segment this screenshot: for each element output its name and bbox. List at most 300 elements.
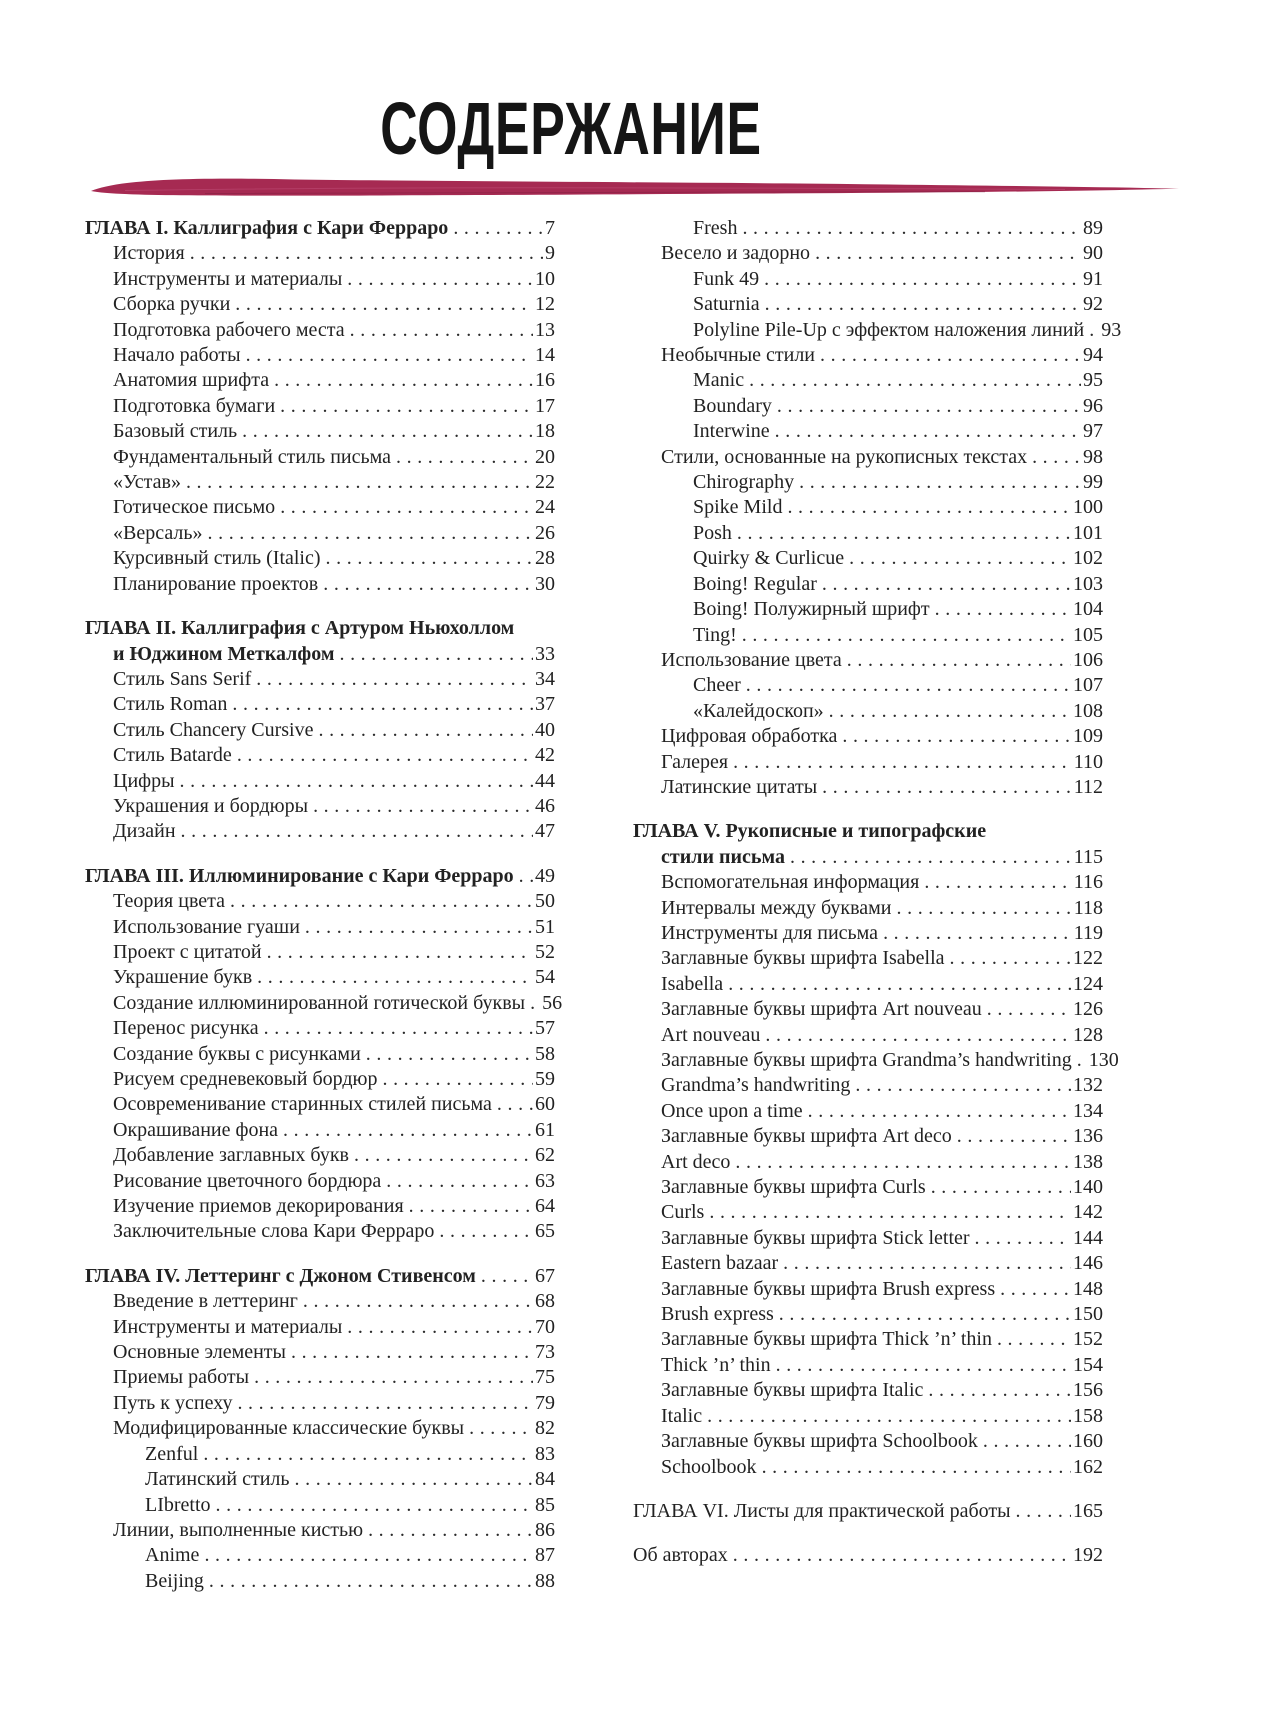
toc-entry-label: Заглавные буквы шрифта Grandma’s handwriting	[661, 1049, 1072, 1071]
dot-leader	[975, 1226, 1071, 1251]
toc-entry-page: 28	[535, 547, 555, 570]
toc-entry-page: 152	[1073, 1328, 1103, 1351]
toc-entry-label: Стиль Sans Serif	[113, 667, 252, 690]
toc-entry-page: 22	[535, 471, 555, 494]
toc-entry-page: 109	[1073, 725, 1103, 748]
toc-entry-label: Латинский стиль	[145, 1468, 290, 1491]
toc-entry-label: Zenful	[145, 1442, 199, 1465]
toc-entry-label: Модифицированные классические буквы	[113, 1417, 465, 1440]
toc-entry-label: Заглавные буквы шрифта Art nouveau	[661, 998, 982, 1021]
dot-leader	[323, 572, 533, 597]
toc-row	[633, 495, 1103, 520]
dot-leader	[283, 1118, 533, 1143]
toc-entry-label: Art deco	[661, 1150, 731, 1173]
toc-entry-label: и Юджином Меткалфом	[113, 642, 335, 665]
toc-row	[633, 1226, 1103, 1251]
toc-entry-label: Путь к успеху	[113, 1391, 233, 1414]
toc-entry-page: 115	[1073, 845, 1103, 868]
dot-leader	[765, 1023, 1071, 1048]
dot-leader	[186, 470, 533, 495]
dot-leader	[256, 667, 533, 692]
toc-row	[85, 1442, 555, 1467]
toc-entry-label: «Версаль»	[113, 521, 203, 544]
dot-leader	[737, 521, 1071, 546]
toc-entry-page: 60	[535, 1093, 555, 1116]
toc-entry-label: Заглавные буквы шрифта Thick ’n’ thin	[661, 1328, 992, 1351]
dot-leader	[481, 1264, 533, 1289]
toc-entry-label: Рисуем средневековый бордюр	[113, 1068, 378, 1090]
dot-leader	[267, 940, 533, 965]
toc-row	[633, 648, 1103, 673]
toc-entry-page: 146	[1073, 1252, 1103, 1275]
toc-row	[85, 521, 555, 546]
toc-entry-label: Стили, основанные на рукописных текстах	[661, 445, 1028, 468]
toc-row	[85, 743, 555, 768]
toc-entry-page: 88	[535, 1569, 555, 1592]
toc-block	[633, 1499, 1103, 1524]
toc-entry-page: 134	[1073, 1099, 1103, 1122]
toc-entry-page: 94	[1083, 344, 1103, 367]
toc-entry-page: 46	[535, 794, 555, 817]
dot-leader	[749, 368, 1081, 393]
toc-entry-page: 63	[535, 1169, 555, 1192]
toc-entry-label: Italic	[661, 1404, 703, 1427]
dot-leader	[291, 1340, 533, 1365]
dot-leader	[1077, 1048, 1087, 1073]
toc-row	[633, 845, 1103, 870]
toc-row	[633, 1455, 1103, 1480]
toc-row	[633, 623, 1103, 648]
toc-row	[85, 1016, 555, 1041]
toc-entry-label: Заключительные слова Кари Ферраро	[113, 1220, 435, 1243]
toc-entry-page: 126	[1073, 998, 1103, 1021]
dot-leader	[928, 1378, 1071, 1403]
toc-entry-label: Базовый стиль	[113, 420, 238, 443]
toc-entry-label: Перенос рисунка	[113, 1017, 259, 1040]
toc-entry-label: Цифровая обработка	[661, 725, 838, 748]
toc-row	[633, 1023, 1103, 1048]
toc-row	[85, 470, 555, 495]
toc-row	[85, 965, 555, 990]
toc-entry-label: Инструменты для письма	[661, 921, 879, 944]
dot-leader	[497, 1092, 533, 1117]
dot-leader	[280, 495, 533, 520]
toc-entry-label: Окрашивание фона	[113, 1118, 279, 1141]
toc-row	[633, 318, 1122, 343]
dot-leader	[787, 495, 1071, 520]
toc-row	[85, 794, 555, 819]
toc-row	[85, 1219, 555, 1244]
toc-entry-page: 68	[535, 1290, 555, 1313]
dot-leader	[822, 775, 1072, 800]
dot-leader	[409, 1194, 533, 1219]
toc-entry-label: Введение в леттеринг	[113, 1290, 298, 1313]
toc-row	[85, 267, 555, 292]
toc-entry-label: Quirky & Curlicue	[693, 547, 845, 570]
toc-entry-page: 70	[535, 1315, 555, 1338]
toc-entry-label: Fresh	[693, 217, 738, 239]
toc-entry-page: 58	[535, 1042, 555, 1065]
dot-leader	[208, 521, 534, 546]
toc-entry-page: 10	[535, 267, 555, 290]
dot-leader	[742, 623, 1071, 648]
toc-entry-label: Инструменты и материалы	[113, 1315, 343, 1338]
dot-leader	[775, 419, 1081, 444]
toc-entry-page: 106	[1073, 648, 1103, 671]
toc-entry-label: Начало работы	[113, 344, 241, 367]
toc-entry-label: Curls	[661, 1201, 705, 1224]
toc-entry-page: 162	[1073, 1455, 1103, 1478]
toc-entry-label: Украшения и бордюры	[113, 794, 309, 817]
toc-entry-label: Проект с цитатой	[113, 940, 262, 963]
toc-entry-page: 105	[1073, 623, 1103, 646]
toc-entry-page: 49	[535, 864, 555, 887]
toc-entry-label: Isabella	[661, 972, 724, 995]
toc-entry-page: 90	[1083, 242, 1103, 265]
dot-leader	[242, 419, 533, 444]
toc-entry-label: Анатомия шрифта	[113, 369, 270, 392]
toc-row	[633, 750, 1103, 775]
dot-leader	[216, 1493, 533, 1518]
dot-leader	[350, 318, 533, 343]
toc-entry-label: Eastern bazaar	[661, 1252, 779, 1275]
toc-row	[85, 769, 555, 794]
toc-entry-page: 86	[535, 1518, 555, 1541]
toc-row	[633, 267, 1103, 292]
dot-leader	[808, 1099, 1071, 1124]
toc-entry-page: 13	[535, 318, 555, 341]
dot-leader	[396, 445, 533, 470]
toc-entry-page: 136	[1073, 1125, 1103, 1148]
toc-entry-page: 95	[1083, 369, 1103, 392]
toc-entry-page: 132	[1073, 1074, 1103, 1097]
toc-entry-label: Schoolbook	[661, 1455, 757, 1478]
toc-row	[85, 495, 555, 520]
toc-entry-page: 112	[1073, 775, 1103, 798]
toc-entry-page: 57	[535, 1017, 555, 1040]
toc-entry-label: Подготовка бумаги	[113, 394, 276, 417]
toc-entry-label: Приемы работы	[113, 1366, 250, 1389]
toc-row	[633, 1378, 1103, 1403]
toc-entry-label: Заглавные буквы шрифта Isabella	[661, 947, 945, 970]
toc-entry-page: 33	[535, 642, 555, 665]
toc-entry-page: 108	[1073, 699, 1103, 722]
toc-row	[633, 1251, 1103, 1276]
toc-entry-label: Spike Mild	[693, 496, 783, 519]
toc-entry-label: Инструменты и материалы	[113, 267, 343, 290]
toc-entry-page: 42	[535, 744, 555, 767]
toc-block	[633, 819, 1119, 1480]
toc-entry-label: Anime	[145, 1544, 200, 1567]
dot-leader	[354, 1143, 533, 1168]
toc-row	[85, 216, 555, 241]
toc-row	[633, 1277, 1103, 1302]
toc-row	[633, 241, 1103, 266]
dot-leader	[935, 597, 1071, 622]
toc-entry-page: 44	[535, 769, 555, 792]
toc-entry-page: 82	[535, 1417, 555, 1440]
toc-entry-page: 92	[1083, 293, 1103, 316]
dot-leader	[313, 794, 533, 819]
toc-row	[85, 1042, 555, 1067]
dot-leader	[237, 743, 533, 768]
toc-entry-page: 47	[535, 820, 555, 843]
dot-leader	[762, 1455, 1071, 1480]
toc-entry-label: стили письма	[661, 845, 785, 868]
dot-leader	[232, 692, 533, 717]
toc-row	[633, 419, 1103, 444]
toc-row	[85, 241, 555, 266]
dot-leader	[883, 921, 1072, 946]
toc-row	[85, 1340, 555, 1365]
toc-entry-label: Interwine	[693, 420, 770, 443]
toc-row	[633, 394, 1103, 419]
toc-entry-page: 87	[535, 1544, 555, 1567]
toc-entry-label: Brush express	[661, 1303, 774, 1326]
toc-entry-page: 98	[1083, 445, 1103, 468]
dot-leader	[1089, 318, 1099, 343]
toc-entry-label: Beijing	[145, 1569, 204, 1592]
toc-row	[633, 597, 1103, 622]
toc-entry-label: Планирование проектов	[113, 572, 319, 595]
dot-leader	[847, 648, 1071, 673]
dot-leader	[957, 1124, 1071, 1149]
toc-row	[85, 616, 555, 641]
dot-leader	[733, 1543, 1071, 1568]
toc-entry-label: Grandma’s handwriting	[661, 1074, 851, 1097]
dot-leader	[849, 546, 1071, 571]
dot-leader	[274, 368, 533, 393]
toc-entry-label: Цифры	[113, 769, 175, 792]
toc-entry-label: История	[113, 242, 185, 265]
dot-leader	[382, 1067, 533, 1092]
dot-leader	[280, 394, 533, 419]
toc-entry-label: Создание буквы с рисунками	[113, 1042, 361, 1065]
toc-row	[85, 1118, 555, 1143]
toc-row	[85, 1143, 555, 1168]
toc-left-column	[85, 216, 563, 1594]
toc-entry-label: Осовременивание старинных стилей письма	[113, 1093, 492, 1116]
toc-entry-page: 51	[535, 915, 555, 938]
toc-row	[633, 368, 1103, 393]
toc-entry-page: 158	[1073, 1404, 1103, 1427]
dot-leader	[303, 1289, 533, 1314]
dot-leader	[339, 642, 533, 667]
toc-entry-page: 73	[535, 1341, 555, 1364]
toc-entry-label: Дизайн	[113, 820, 176, 843]
dot-leader	[897, 896, 1072, 921]
toc-entry-label: ГЛАВА III. Иллюминирование с Кари Ферраро	[85, 864, 514, 887]
toc-entry-page: 148	[1073, 1277, 1103, 1300]
toc-row	[633, 521, 1103, 546]
dot-leader	[1016, 1499, 1071, 1524]
dot-leader	[820, 343, 1081, 368]
toc-entry-label: Заглавные буквы шрифта Art deco	[661, 1125, 952, 1148]
toc-entry-label: ГЛАВА V. Рукописные и типографские	[633, 820, 987, 843]
toc-block	[85, 616, 555, 845]
dot-leader	[842, 724, 1071, 749]
toc-row	[633, 292, 1103, 317]
toc-entry-label: Вспомогательная информация	[661, 871, 920, 894]
dot-leader	[924, 870, 1071, 895]
toc-entry-label: ГЛАВА II. Каллиграфия с Артуром Ньюхоллом	[85, 617, 515, 640]
toc-entry-page: 75	[535, 1366, 555, 1389]
toc-entry-label: Стиль Batarde	[113, 744, 232, 767]
toc-row	[85, 1092, 555, 1117]
dot-leader	[799, 470, 1081, 495]
toc-row	[85, 642, 555, 667]
toc-row	[633, 1499, 1103, 1524]
toc-entry-page: 104	[1073, 598, 1103, 621]
toc-entry-label: Saturnia	[693, 293, 760, 316]
toc-entry-page: 79	[535, 1391, 555, 1414]
toc-entry-label: Фундаментальный стиль письма	[113, 445, 391, 468]
toc-entry-page: 102	[1073, 547, 1103, 570]
toc-row	[633, 1200, 1103, 1225]
toc-entry-page: 128	[1073, 1023, 1103, 1046]
toc-entry-label: Once upon a time	[661, 1099, 803, 1122]
dot-leader	[209, 1569, 533, 1594]
toc-entry-label: Boing! Полужирный шрифт	[693, 598, 930, 621]
toc-block	[85, 1264, 555, 1594]
dot-leader	[254, 1365, 533, 1390]
dot-leader	[181, 819, 533, 844]
toc-row	[633, 819, 1103, 844]
toc-entry-label: Использование цвета	[661, 648, 842, 671]
toc-row	[85, 1416, 555, 1441]
dot-leader	[777, 394, 1081, 419]
dot-leader	[305, 915, 533, 940]
toc-entry-page: 9	[545, 242, 555, 265]
toc-entry-page: 50	[535, 890, 555, 913]
toc-row	[85, 1289, 555, 1314]
toc-entry-page: 24	[535, 496, 555, 519]
toc-entry-label: ГЛАВА IV. Леттеринг с Джоном Стивенсом	[85, 1264, 476, 1287]
toc-row	[633, 572, 1103, 597]
dot-leader	[237, 1391, 533, 1416]
toc-entry-page: 110	[1073, 750, 1103, 773]
dot-leader	[203, 1442, 533, 1467]
toc-row	[85, 889, 555, 914]
toc-entry-label: Chirography	[693, 471, 795, 494]
toc-row	[633, 1302, 1103, 1327]
toc-row	[633, 997, 1103, 1022]
toc-row	[85, 1315, 555, 1340]
toc-entry-page: 138	[1073, 1150, 1103, 1173]
dot-leader	[469, 1416, 533, 1441]
dot-leader	[742, 216, 1081, 241]
toc-row	[633, 216, 1103, 241]
toc-row	[633, 775, 1103, 800]
toc-entry-page: 85	[535, 1493, 555, 1516]
toc-entry-page: 100	[1073, 496, 1103, 519]
toc-entry-page: 122	[1073, 947, 1103, 970]
dot-leader	[439, 1219, 533, 1244]
toc-row	[85, 394, 555, 419]
toc-entry-label: Заглавные буквы шрифта Italic	[661, 1379, 924, 1402]
toc-entry-label: Использование гуаши	[113, 915, 300, 938]
toc-block	[633, 1543, 1103, 1568]
toc-right-column	[633, 216, 1122, 1594]
toc-entry-page: 160	[1073, 1430, 1103, 1453]
toc-entry-label: Рисование цветочного бордюра	[113, 1169, 382, 1192]
toc-entry-label: Необычные стили	[661, 344, 816, 367]
toc-entry-page: 18	[535, 420, 555, 443]
toc-row	[633, 1429, 1103, 1454]
toc-entry-page: 118	[1073, 896, 1103, 919]
toc-block	[85, 216, 555, 597]
dot-leader	[829, 699, 1071, 724]
toc-entry-label: ГЛАВА VI. Листы для практической работы	[633, 1499, 1011, 1522]
dot-leader	[733, 750, 1072, 775]
toc-row	[633, 1327, 1103, 1352]
dot-leader	[386, 1169, 533, 1194]
toc-entry-page: 34	[535, 667, 555, 690]
brush-stroke-divider	[85, 170, 1185, 206]
toc-entry-page: 40	[535, 718, 555, 741]
toc-row	[85, 667, 555, 692]
toc-block	[633, 216, 1122, 800]
toc-entry-page: 67	[535, 1264, 555, 1287]
toc-entry-label: Изучение приемов декорирования	[113, 1195, 404, 1218]
dot-leader	[326, 546, 533, 571]
toc-entry-label: Заглавные буквы шрифта Schoolbook	[661, 1430, 978, 1453]
toc-entry-label: Курсивный стиль (Italic)	[113, 547, 321, 570]
toc-row	[633, 673, 1103, 698]
toc-entry-label: Заглавные буквы шрифта Stick letter	[661, 1226, 970, 1249]
toc-entry-page: 7	[545, 217, 555, 239]
toc-entry-label: LIbretto	[145, 1493, 211, 1516]
toc-row	[633, 946, 1103, 971]
toc-entry-page: 140	[1073, 1176, 1103, 1199]
toc-row	[85, 1194, 555, 1219]
toc-entry-label: Boundary	[693, 394, 772, 417]
toc-entry-page: 83	[535, 1442, 555, 1465]
dot-leader	[368, 1518, 533, 1543]
toc-entry-label: Добавление заглавных букв	[113, 1144, 349, 1167]
toc-entry-label: Об авторах	[633, 1544, 728, 1567]
toc-entry-label: Posh	[693, 521, 732, 544]
toc-entry-label: «Устав»	[113, 471, 181, 494]
dot-leader	[822, 572, 1071, 597]
toc-entry-page: 17	[535, 394, 555, 417]
dot-leader	[779, 1302, 1071, 1327]
dot-leader	[776, 1353, 1071, 1378]
toc-row	[85, 819, 555, 844]
dot-leader	[1000, 1277, 1071, 1302]
toc-entry-page: 119	[1073, 921, 1103, 944]
toc-entry-page: 101	[1073, 521, 1103, 544]
toc-row	[85, 368, 555, 393]
toc-entry-label: Art nouveau	[661, 1023, 761, 1046]
dot-leader	[997, 1327, 1071, 1352]
dot-leader	[950, 946, 1071, 971]
toc-entry-page: 103	[1073, 572, 1103, 595]
toc-entry-label: Polyline Pile-Up с эффектом наложения линий	[693, 318, 1085, 341]
dot-leader	[855, 1073, 1071, 1098]
toc-row	[85, 343, 555, 368]
toc-row	[633, 470, 1103, 495]
toc-entry-page: 14	[535, 344, 555, 367]
toc-entry-label: Галерея	[661, 750, 729, 773]
toc-row	[85, 1365, 555, 1390]
toc-entry-label: Boing! Regular	[693, 572, 817, 595]
toc-entry-page: 59	[535, 1068, 555, 1090]
toc-entry-page: 99	[1083, 471, 1103, 494]
toc-entry-page: 37	[535, 693, 555, 716]
toc-row	[85, 1569, 555, 1594]
dot-leader	[246, 343, 533, 368]
